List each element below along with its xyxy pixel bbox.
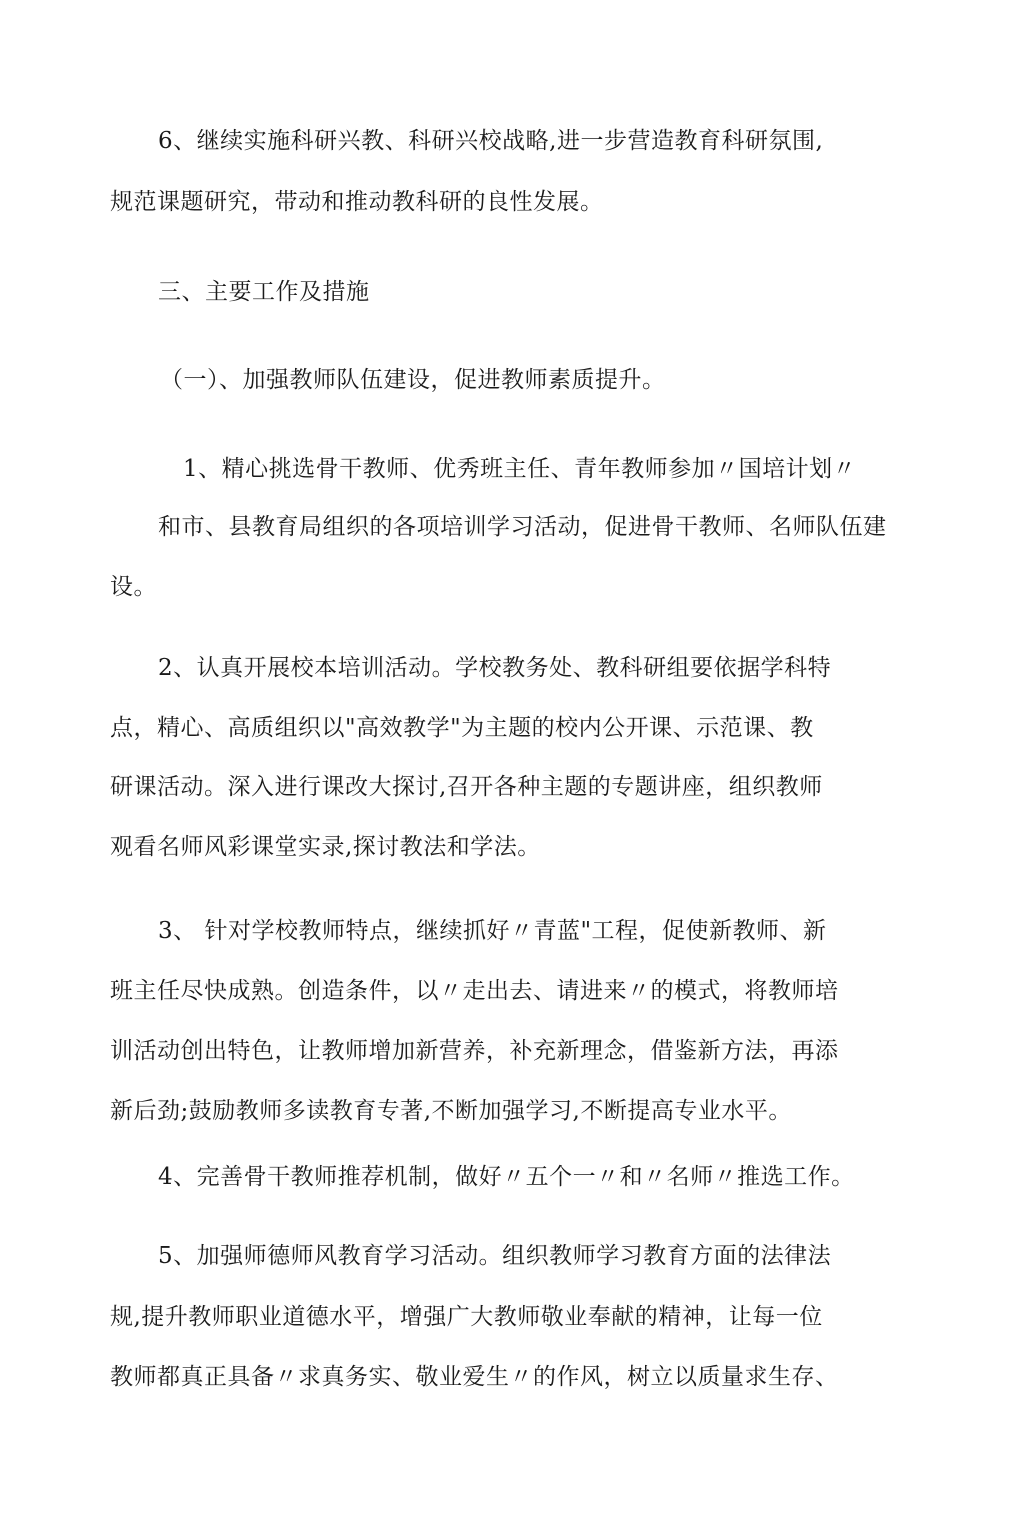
- item-5-line-3: 教师都真正具备〃求真务实、敬业爱生〃的作风，树立以质量求生存、: [110, 1364, 839, 1390]
- item-1-line-3: 设。: [110, 574, 157, 600]
- item-5-line-1: 5、加强师德师风教育学习活动。组织教师学习教育方面的法律法: [158, 1243, 832, 1269]
- item-3-line-4: 新后劲;鼓励教师多读教育专著,不断加强学习,不断提高专业水平。: [110, 1098, 792, 1124]
- item-5-line-2: 规,提升教师职业道德水平，增强广大教师敬业奉献的精神，让每一位: [110, 1304, 823, 1330]
- item-2-line-4: 观看名师风彩课堂实录,探讨教法和学法。: [110, 834, 541, 860]
- subsection-heading-1: （一）、加强教师队伍建设，促进教师素质提升。: [160, 367, 666, 393]
- item-2-line-3: 研课活动。深入进行课改大探讨,召开各种主题的专题讲座，组织教师: [110, 774, 823, 800]
- item-2-line-1: 2、认真开展校本培训活动。学校教务处、教科研组要依据学科特: [158, 655, 832, 681]
- item-1-line-2: 和市、县教育局组织的各项培训学习活动，促进骨干教师、名师队伍建: [158, 514, 887, 540]
- item-2-line-2: 点，精心、高质组织以"高效教学"为主题的校内公开课、示范课、教: [110, 715, 814, 741]
- item-4-line-1: 4、完善骨干教师推荐机制，做好〃五个一〃和〃名师〃推选工作。: [158, 1164, 855, 1190]
- item-1-line-1: 1、精心挑选骨干教师、优秀班主任、青年教师参加〃国培计划〃: [183, 456, 857, 482]
- section-heading-3: 三、主要工作及措施: [158, 279, 370, 305]
- item-3-line-1: 3、 针对学校教师特点，继续抓好〃青蓝"工程，促使新教师、新: [158, 918, 827, 944]
- item-3-line-2: 班主任尽快成熟。创造条件，以〃走出去、请进来〃的模式，将教师培: [110, 978, 839, 1004]
- paragraph-6-line-1: 6、继续实施科研兴教、科研兴校战略,进一步营造教育科研氛围,: [158, 128, 824, 154]
- item-3-line-3: 训活动创出特色，让教师增加新营养，补充新理念，借鉴新方法，再添: [110, 1038, 839, 1064]
- paragraph-6-line-2: 规范课题研究，带动和推动教科研的良性发展。: [110, 189, 604, 215]
